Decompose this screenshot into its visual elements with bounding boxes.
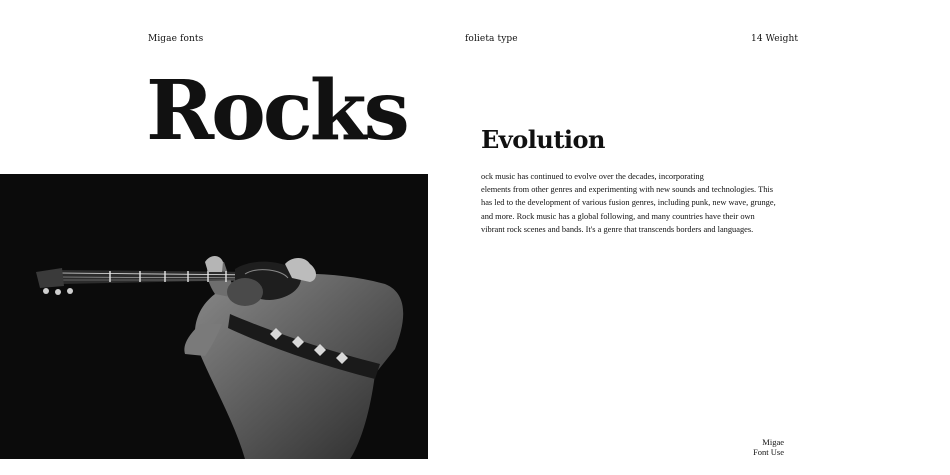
section-title: Evolution: [481, 125, 605, 154]
body-line: has led to the development of various fusion genres, including punk, new wave, grunge,: [481, 198, 776, 208]
body-line: vibrant rock scenes and bands. It's a genre that transcends borders and languages.: [481, 224, 754, 234]
footer-line-1: Migae: [762, 437, 784, 447]
footer-line-2: Font Use: [753, 447, 784, 457]
guitarist-illustration-icon: [0, 174, 428, 459]
footer-caption: [753, 437, 784, 457]
guitarist-photo: [0, 174, 428, 459]
body-line: elements from other genres and experimenting with new sounds and technologies. This: [481, 185, 773, 195]
hero-title: Rocks: [146, 63, 407, 159]
body-line: ock music has continued to evolve over the decades, incorporating: [481, 172, 704, 181]
foundry-name: folieta type: [465, 34, 518, 44]
section-body: [481, 170, 786, 236]
weight-count: 14 Weight: [751, 34, 799, 44]
brand-name: Migae fonts: [148, 34, 204, 44]
body-line: and more. Rock music has a global following, and many countries have their own: [481, 211, 755, 221]
